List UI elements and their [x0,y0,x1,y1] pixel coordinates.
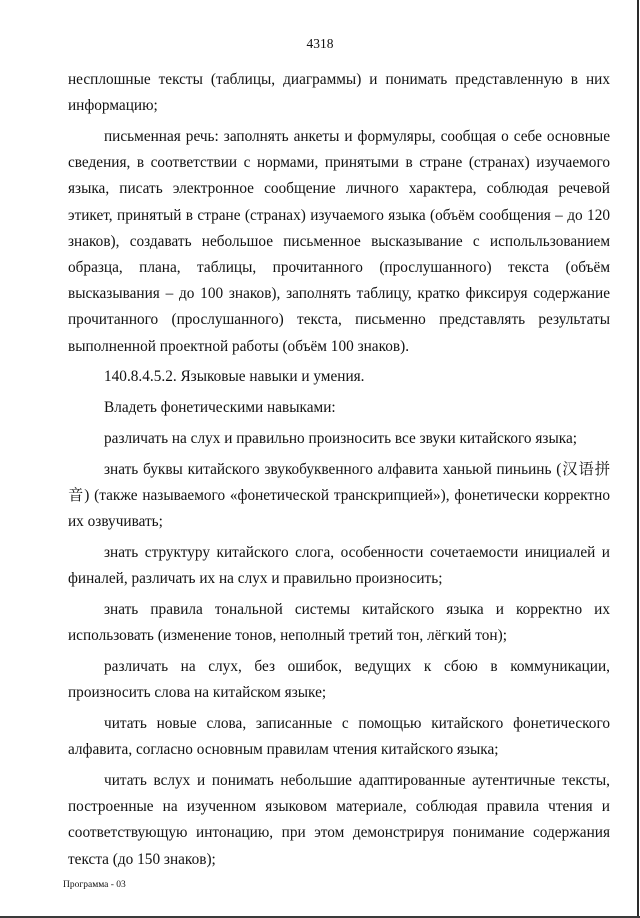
paragraph-item: знать буквы китайского звукобуквенного алфавита ханьюй пиньинь (汉语拼音) (также называемого «фонетической транскрипцией»), фонетически корректно их озвучивать; [68,460,610,531]
paragraph-writing: письменная речь: заполнять анкеты и формуляры, сообщая о себе основные сведения, в соответствии с нормами, принятыми в стране (странах) изучаемого языка, писать электронное сообщение личного характера, соблюдая речевой этикет, принятый в стране (странах) изучаемого языка (объём сообщения – до 120 знаков), создавать небольшое письменное высказывание с испольльзованием образца, плана, таблицы, прочитанного (прослушанного) текста (объём высказывания – до 100 знаков), заполнять таблицу, кратко фиксируя содержание прочитанного (прослушанного) текста, письменно представлять результаты выполненной проектной работы (объём 100 знаков). [68,128,610,355]
paragraph-item: знать структуру китайского слога, особенности сочетаемости инициалей и финалей, различать их на слух и правильно произносить; [68,544,610,588]
paragraph-item: читать вслух и понимать небольшие адаптированные аутентичные тексты, построенные на изученном языковом материале, соблюдая правила чтения и соответствующую интонацию, при этом демонстрируя понимание содержания текста (до 150 знаков); [68,772,610,868]
paragraph-phonetics-intro: Владеть фонетическими навыками: [104,399,336,417]
page-number: 4318 [306,36,334,51]
paragraph-item: различать на слух и правильно произносить все звуки китайского языка; [104,430,577,448]
section-heading: 140.8.4.5.2. Языковые навыки и умения. [104,368,365,386]
paragraph-item: читать новые слова, записанные с помощью китайского фонетического алфавита, согласно основным правилам чтения китайского языка; [68,715,610,759]
scan-edge-right [637,0,639,918]
paragraph-item: знать правила тональной системы китайского языка и корректно их использовать (изменение тонов, неполный третий тон, лёгкий тон); [68,601,610,645]
document-body [68,67,610,877]
paragraph-item: различать на слух, без ошибок, ведущих к сбою в коммуникации, произносить слова на китайском языке; [68,658,610,702]
paragraph-continued: несплошные тексты (таблицы, диаграммы) и понимать представленную в них информацию; [68,71,610,115]
page-footer: Программа - 03 [63,880,126,890]
